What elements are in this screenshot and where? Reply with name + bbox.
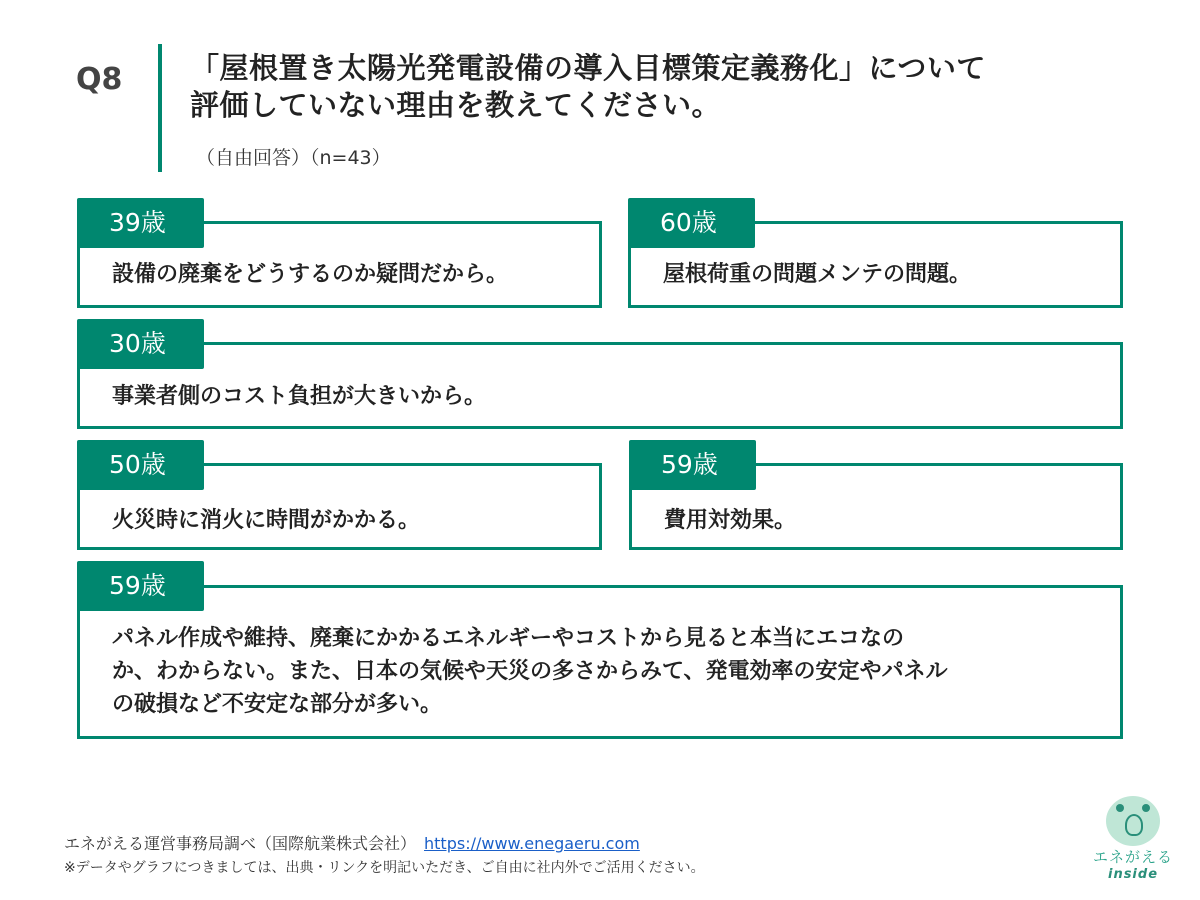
age-label: 50歳 bbox=[77, 440, 204, 490]
response-text: 費用対効果。 bbox=[664, 508, 797, 533]
response-text: 事業者側のコスト負担が大きいから。 bbox=[112, 384, 487, 409]
source-note bbox=[64, 831, 640, 854]
brand-logo bbox=[1088, 796, 1178, 882]
response-text: 屋根荷重の問題メンテの問題。 bbox=[663, 262, 972, 287]
response-line: パネル作成や維持、廃棄にかかるエネルギーやコストから見ると本当にエコなの bbox=[112, 626, 905, 651]
divider bbox=[158, 44, 162, 172]
response-line: か、わからない。また、日本の気候や天災の多さからみて、発電効率の安定やパネル bbox=[112, 659, 948, 684]
age-label: 59歳 bbox=[629, 440, 756, 490]
response-box bbox=[77, 585, 1123, 739]
age-label: 59歳 bbox=[77, 561, 204, 611]
response-box bbox=[77, 342, 1123, 429]
age-label: 60歳 bbox=[628, 198, 755, 248]
usage-note: ※データやグラフにつきましては、出典・リンクを明記いただき、ご自由に社内外でご活用ください。 bbox=[64, 860, 705, 876]
frog-bulb-icon bbox=[1106, 796, 1160, 846]
page-title bbox=[190, 50, 986, 124]
response-line: の破損など不安定な部分が多い。 bbox=[112, 692, 443, 717]
response-text: 設備の廃棄をどうするのか疑問だから。 bbox=[112, 262, 509, 287]
response-text bbox=[112, 622, 948, 721]
response-text: 火災時に消火に時間がかかる。 bbox=[112, 508, 421, 533]
source-text: エネがえる運営事務局調べ（国際航業株式会社） bbox=[64, 834, 417, 853]
logo-name: エネがえる bbox=[1092, 848, 1173, 866]
title-line-1: 「屋根置き太陽光発電設備の導入目標策定義務化」について bbox=[190, 51, 986, 85]
source-link[interactable]: https://www.enegaeru.com bbox=[424, 834, 640, 853]
age-label: 39歳 bbox=[77, 198, 204, 248]
title-line-2: 評価していない理由を教えてください。 bbox=[190, 88, 722, 122]
question-number: Q8 bbox=[76, 62, 123, 97]
subtitle: （自由回答）（n=43） bbox=[196, 147, 391, 169]
age-label: 30歳 bbox=[77, 319, 204, 369]
logo-sub: inside bbox=[1107, 867, 1159, 882]
